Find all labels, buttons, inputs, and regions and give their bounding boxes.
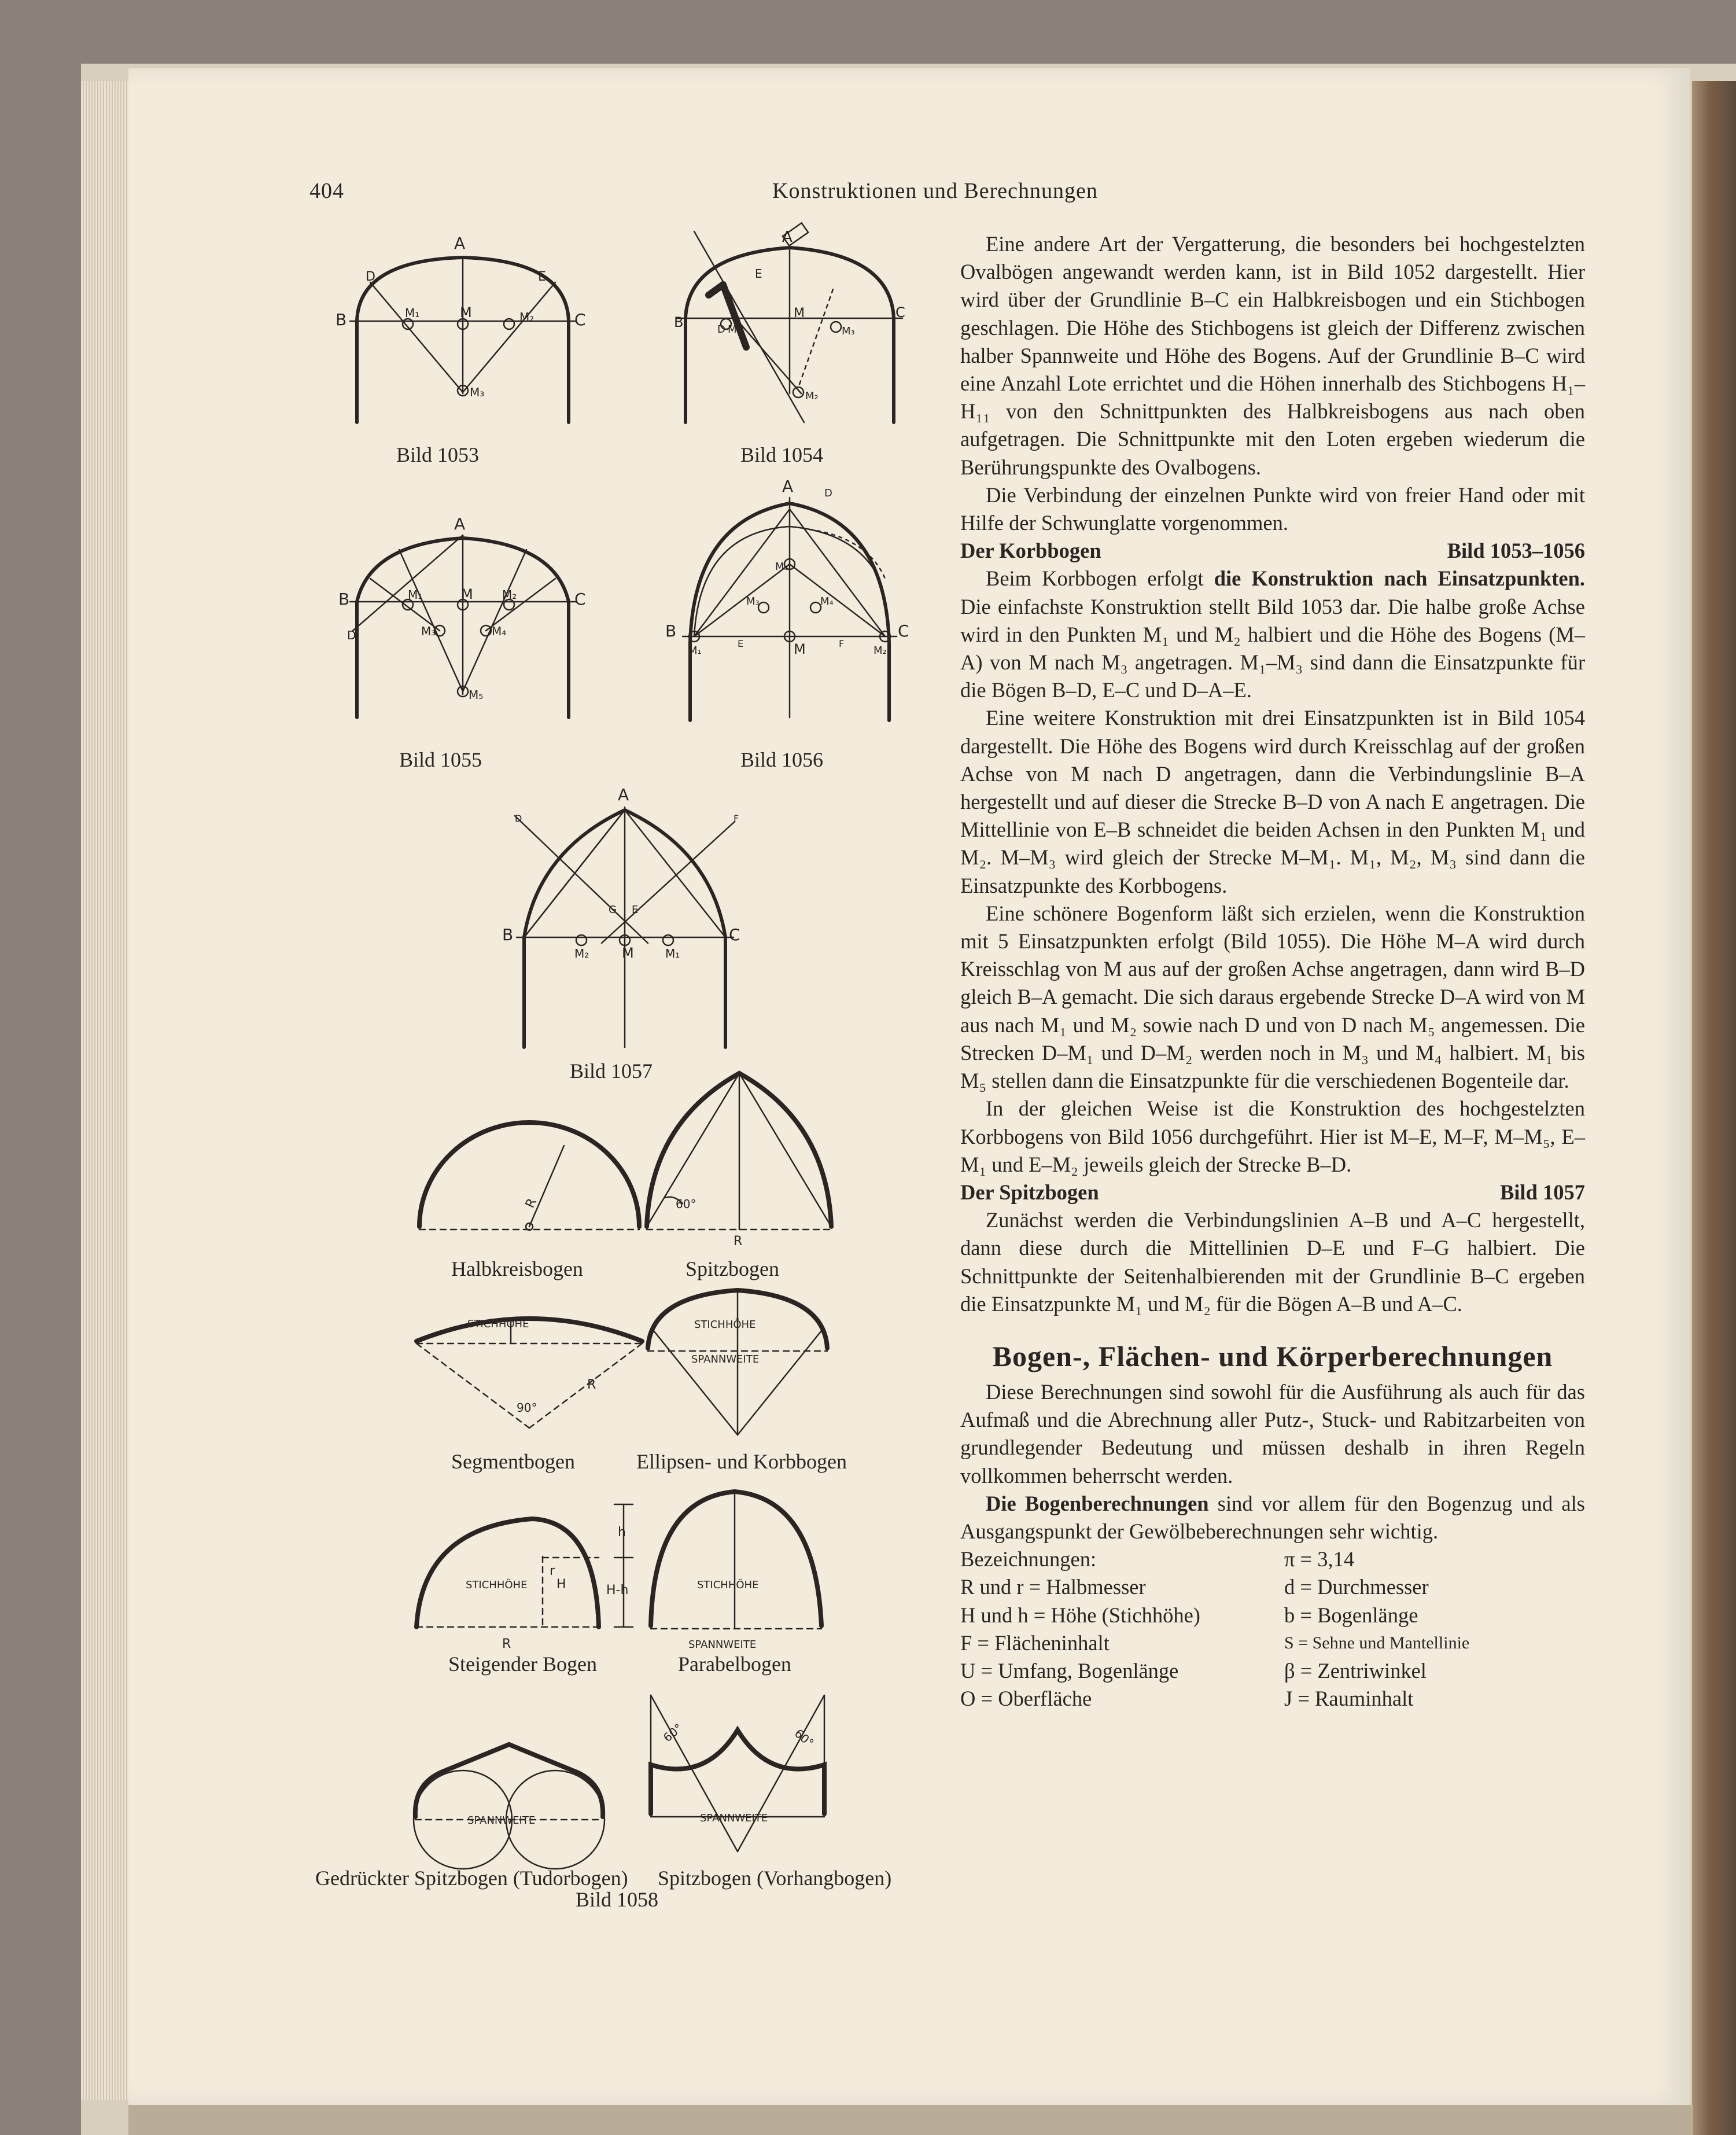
label-D: D	[347, 628, 356, 642]
label-F: F	[734, 813, 739, 824]
label-spannweite: SPANNWEITE	[691, 1353, 760, 1365]
definitions-list	[960, 1545, 1585, 1713]
figure-1057	[502, 785, 740, 1047]
label-H: H	[556, 1577, 566, 1592]
label-M2: M₂	[502, 588, 517, 602]
label-A: A	[782, 229, 793, 246]
definition-item: O = Oberfläche	[960, 1687, 1092, 1711]
section-title: Der Spitzbogen	[960, 1180, 1099, 1204]
caption-segmentbogen: Segmentbogen	[451, 1450, 575, 1473]
label-M: M	[461, 586, 473, 602]
label-M5: M₅	[469, 688, 484, 702]
figure-halbkreisbogen	[419, 1122, 639, 1230]
caption-vorhangbogen: Spitzbogen (Vorhangbogen)	[658, 1867, 892, 1890]
definition-item: S = Sehne und Mantellinie	[1284, 1633, 1470, 1652]
figure-1053	[336, 234, 586, 422]
label-A: A	[454, 234, 466, 253]
label-A: A	[618, 785, 629, 804]
paragraph: Eine andere Art der Vergatterung, die besonders bei hochgestelzten Ovalbögen angewandt werden kann, ist in Bild 1052 dargestellt. Hier wird über der Grundlinie B–C ein Halbkreisbogen und ein Stichbogen geschlagen. Die Höhe des Stichbogens ist gleich der Differenz zwischen halber Spannweite und Höhe des Bogens. Auf der Grundlinie B–C wird eine Anzahl Lote errichtet und die Höhen innerhalb des Stichbogens H₁–H₁₁ von den Schnittpunkten des Halbkreisbogens aus nach oben aufgetragen. Die Schnittpunkte mit den Loten ergeben wiederum die Berührungspunkte des Ovalbogens.	[960, 232, 1585, 479]
label-90: 90°	[517, 1401, 537, 1415]
label-stichhoehe: STICHHÖHE	[694, 1319, 756, 1331]
figure-1055	[338, 514, 586, 717]
label-M1: M₁	[408, 588, 423, 602]
label-A: A	[454, 514, 466, 533]
label-M4: M₄	[820, 595, 834, 608]
label-stichhoehe: STICHHÖHE	[697, 1579, 759, 1591]
section-figure-ref: Bild 1057	[1499, 1180, 1585, 1204]
label-60: 60°	[676, 1197, 696, 1211]
caption-parabelbogen: Parabelbogen	[678, 1652, 791, 1676]
paragraph: Zunächst werden die Verbindungslinien A–B und A–C hergestellt, dann diese durch die Mittellinien D–E und F–G halbiert. Die Schnittpunkte der Seitenhalbierenden mit der Grundlinie B–C ergeben die Einsatzpunkte M₁ und M₂ für die Bögen A–B und A–C.	[960, 1208, 1585, 1316]
figure-spitzbogen	[647, 1073, 831, 1249]
page-number: 404	[309, 179, 344, 203]
label-M: M	[622, 945, 634, 961]
book-bottom-edge	[128, 2105, 1693, 2135]
label-C: C	[574, 310, 586, 329]
figure-vorhangbogen	[651, 1695, 824, 1851]
definition-item: F = Flächeninhalt	[960, 1630, 1110, 1655]
caption-1058: Bild 1058	[576, 1888, 659, 1911]
label-M2: M₂	[574, 947, 589, 960]
paragraph: Die Verbindung der einzelnen Punkte wird von freier Hand oder mit Hilfe der Schwunglatte vorgenommen.	[960, 483, 1585, 535]
label-M1: M₁	[665, 947, 680, 960]
definitions-title: Bezeichnungen:	[960, 1547, 1097, 1571]
label-Hh: H-h	[606, 1583, 629, 1597]
label-M3: M₃	[470, 385, 485, 399]
paragraph: Die Bogenberechnungen sind vor allem für den Bogenzug und als Ausgangspunkt der Gewölbeberechnungen sehr wichtig.	[960, 1491, 1585, 1543]
caption-1055: Bild 1055	[399, 748, 482, 771]
label-60-left: 60°	[660, 1721, 685, 1745]
label-spannweite: SPANNWEITE	[700, 1812, 768, 1824]
definition-item: d = Durchmesser	[1284, 1575, 1429, 1599]
label-R: R	[502, 1637, 511, 1651]
section-figure-ref: Bild 1053–1056	[1447, 539, 1585, 563]
figure-steigender-bogen	[417, 1504, 633, 1651]
running-header: Konstruktionen und Berechnungen	[772, 179, 1098, 203]
definition-item: b = Bogenlänge	[1284, 1603, 1418, 1627]
caption-ellipsen-korbbogen: Ellipsen- und Korbbogen	[636, 1450, 847, 1473]
paragraph: Eine schönere Bogenform läßt sich erzielen, wenn die Konstruktion mit 5 Einsatzpunkten erfolgt (Bild 1055). Die Höhe M–A wird durch Kreisschlag von M aus auf der großen Achse angetragen, dann wird B–D gleich B–A gemacht. Die sich daraus ergebende Strecke D–A wird von M aus nach M₁ und M₂ sowie nach D und von D nach M₅ angemessen. Die Strecken D–M₁ und D–M₂ werden noch in M₃ und M₄ halbiert. M₁ bis M₅ stellen dann die Einsatzpunkte für die verschiedenen Bogenteile dar.	[960, 901, 1585, 1093]
label-B: B	[665, 621, 677, 640]
label-A: A	[782, 477, 794, 496]
figure-1054	[674, 223, 905, 422]
label-M3: M₃	[746, 595, 760, 608]
label-M5: M₅	[775, 561, 788, 573]
text-column	[960, 230, 1585, 1713]
label-D: D	[717, 323, 725, 336]
emphasis: Die Bogenberechnungen	[986, 1491, 1209, 1515]
figure-ellipsen-korbbogen	[648, 1290, 827, 1435]
label-B: B	[336, 310, 347, 329]
label-B: B	[502, 925, 514, 944]
caption-halbkreisbogen: Halbkreisbogen	[451, 1257, 583, 1280]
label-M3: M₃	[842, 325, 855, 337]
label-M1: M₁	[728, 323, 741, 336]
label-E: E	[538, 270, 546, 284]
paragraph: Diese Berechnungen sind sowohl für die Ausführung als auch für das Aufmaß und die Abrechnung aller Putz-, Stuck- und Rabitzarbeiten von grundlegender Bedeutung und müssen deshalb in ihren Regeln vollkommen beherrscht werden.	[960, 1379, 1585, 1488]
figure-1056	[665, 477, 909, 720]
figure-segmentbogen	[417, 1317, 642, 1428]
definition-item: H und h = Höhe (Stichhöhe)	[960, 1603, 1200, 1627]
caption-spitzbogen: Spitzbogen	[685, 1257, 779, 1280]
label-60-right: 60°	[791, 1726, 817, 1750]
figure-tudorbogen	[414, 1744, 605, 1869]
label-M: M	[794, 306, 805, 321]
label-E: E	[632, 904, 639, 916]
label-E: E	[755, 267, 762, 281]
label-B: B	[674, 314, 684, 330]
label-D: D	[824, 487, 832, 499]
definition-item: J = Rauminhalt	[1284, 1687, 1414, 1711]
chapter-heading: Bogen-, Flächen- und Körperberechnungen	[992, 1339, 1553, 1372]
definition-item: U = Umfang, Bogenlänge	[960, 1658, 1179, 1683]
label-stichhoehe: STICHHÖHE	[466, 1579, 528, 1591]
label-C: C	[895, 304, 905, 321]
paragraph: Eine weitere Konstruktion mit drei Einsatzpunkten ist in Bild 1054 dargestellt. Die Höhe des Bogens wird durch Kreisschlag auf der großen Achse von M nach D angetragen, dann die Verbindungslinie B–A hergestellt und auf dieser die Strecke B–D von A nach E angetragen. Die Mittellinie von E–B schneidet die beiden Achsen in den Punkten M₁ und M₂. M–M₃ wird gleich der Strecke M–M₁. M₁, M₂, M₃ sind dann die Einsatzpunkte des Korbbogens.	[960, 706, 1585, 897]
caption-1054: Bild 1054	[740, 443, 824, 466]
label-R: R	[734, 1234, 743, 1249]
label-C: C	[898, 621, 909, 640]
label-M2: M₂	[873, 645, 887, 657]
paragraph: In der gleichen Weise ist die Konstruktion des hochgestelzten Korbbogens von Bild 1056 durchgeführt. Hier ist M–E, M–F, M–M₅, E–M₁ und E–M₂ jeweils gleich der Strecke B–D.	[960, 1096, 1585, 1176]
label-M3: M₃	[421, 624, 436, 638]
label-M2: M₂	[805, 390, 819, 402]
label-M1: M₁	[688, 645, 702, 657]
label-M1: M₁	[405, 306, 420, 320]
caption-1053: Bild 1053	[396, 443, 480, 466]
label-D: D	[515, 813, 522, 824]
label-spannweite: SPANNWEITE	[467, 1814, 536, 1827]
figure-parabelbogen	[651, 1492, 821, 1651]
paragraph: Beim Korbbogen erfolgt die Konstruktion nach Einsatzpunkten. Die einfachste Konstruktion stellt Bild 1053 dar. Die halbe große Achse wird in den Punkten M₁ und M₂ halbiert und die Höhe des Bogens (M–A) von M nach M₃ angetragen. M₁–M₃ sind dann die Einsatzpunkte für die Bögen B–D, E–C und D–A–E.	[960, 566, 1585, 702]
label-B: B	[338, 590, 350, 609]
label-G: G	[609, 904, 617, 916]
caption-1056: Bild 1056	[740, 748, 824, 771]
label-M2: M₂	[519, 310, 535, 324]
definition-item: R und r = Halbmesser	[960, 1575, 1146, 1599]
book-cover-edge	[1692, 81, 1736, 2135]
label-r: r	[550, 1564, 555, 1578]
label-R: R	[587, 1378, 596, 1392]
label-D: D	[366, 270, 375, 284]
caption-steigender-bogen: Steigender Bogen	[448, 1652, 597, 1676]
label-R: R	[522, 1196, 540, 1210]
label-M: M	[794, 641, 806, 657]
section-heading-korbbogen	[960, 537, 1585, 565]
label-h: h	[618, 1525, 626, 1540]
label-M4: M₄	[492, 624, 507, 638]
section-title: Der Korbbogen	[960, 539, 1101, 563]
label-F: F	[839, 638, 845, 649]
label-spannweite: SPANNWEITE	[688, 1639, 757, 1651]
definition-item: β = Zentriwinkel	[1284, 1658, 1427, 1683]
definition-item: π = 3,14	[1284, 1547, 1355, 1571]
label-C: C	[729, 925, 740, 944]
label-E: E	[738, 638, 744, 649]
emphasis: die Konstruktion nach Einsatzpunkten.	[1214, 566, 1585, 591]
label-C: C	[574, 590, 586, 609]
caption-1057: Bild 1057	[570, 1059, 653, 1083]
section-heading-spitzbogen	[960, 1179, 1585, 1206]
label-stichhoehe: STICHHÖHE	[467, 1318, 529, 1330]
caption-tudorbogen: Gedrückter Spitzbogen (Tudorbogen)	[315, 1867, 628, 1890]
label-M: M	[460, 304, 472, 321]
